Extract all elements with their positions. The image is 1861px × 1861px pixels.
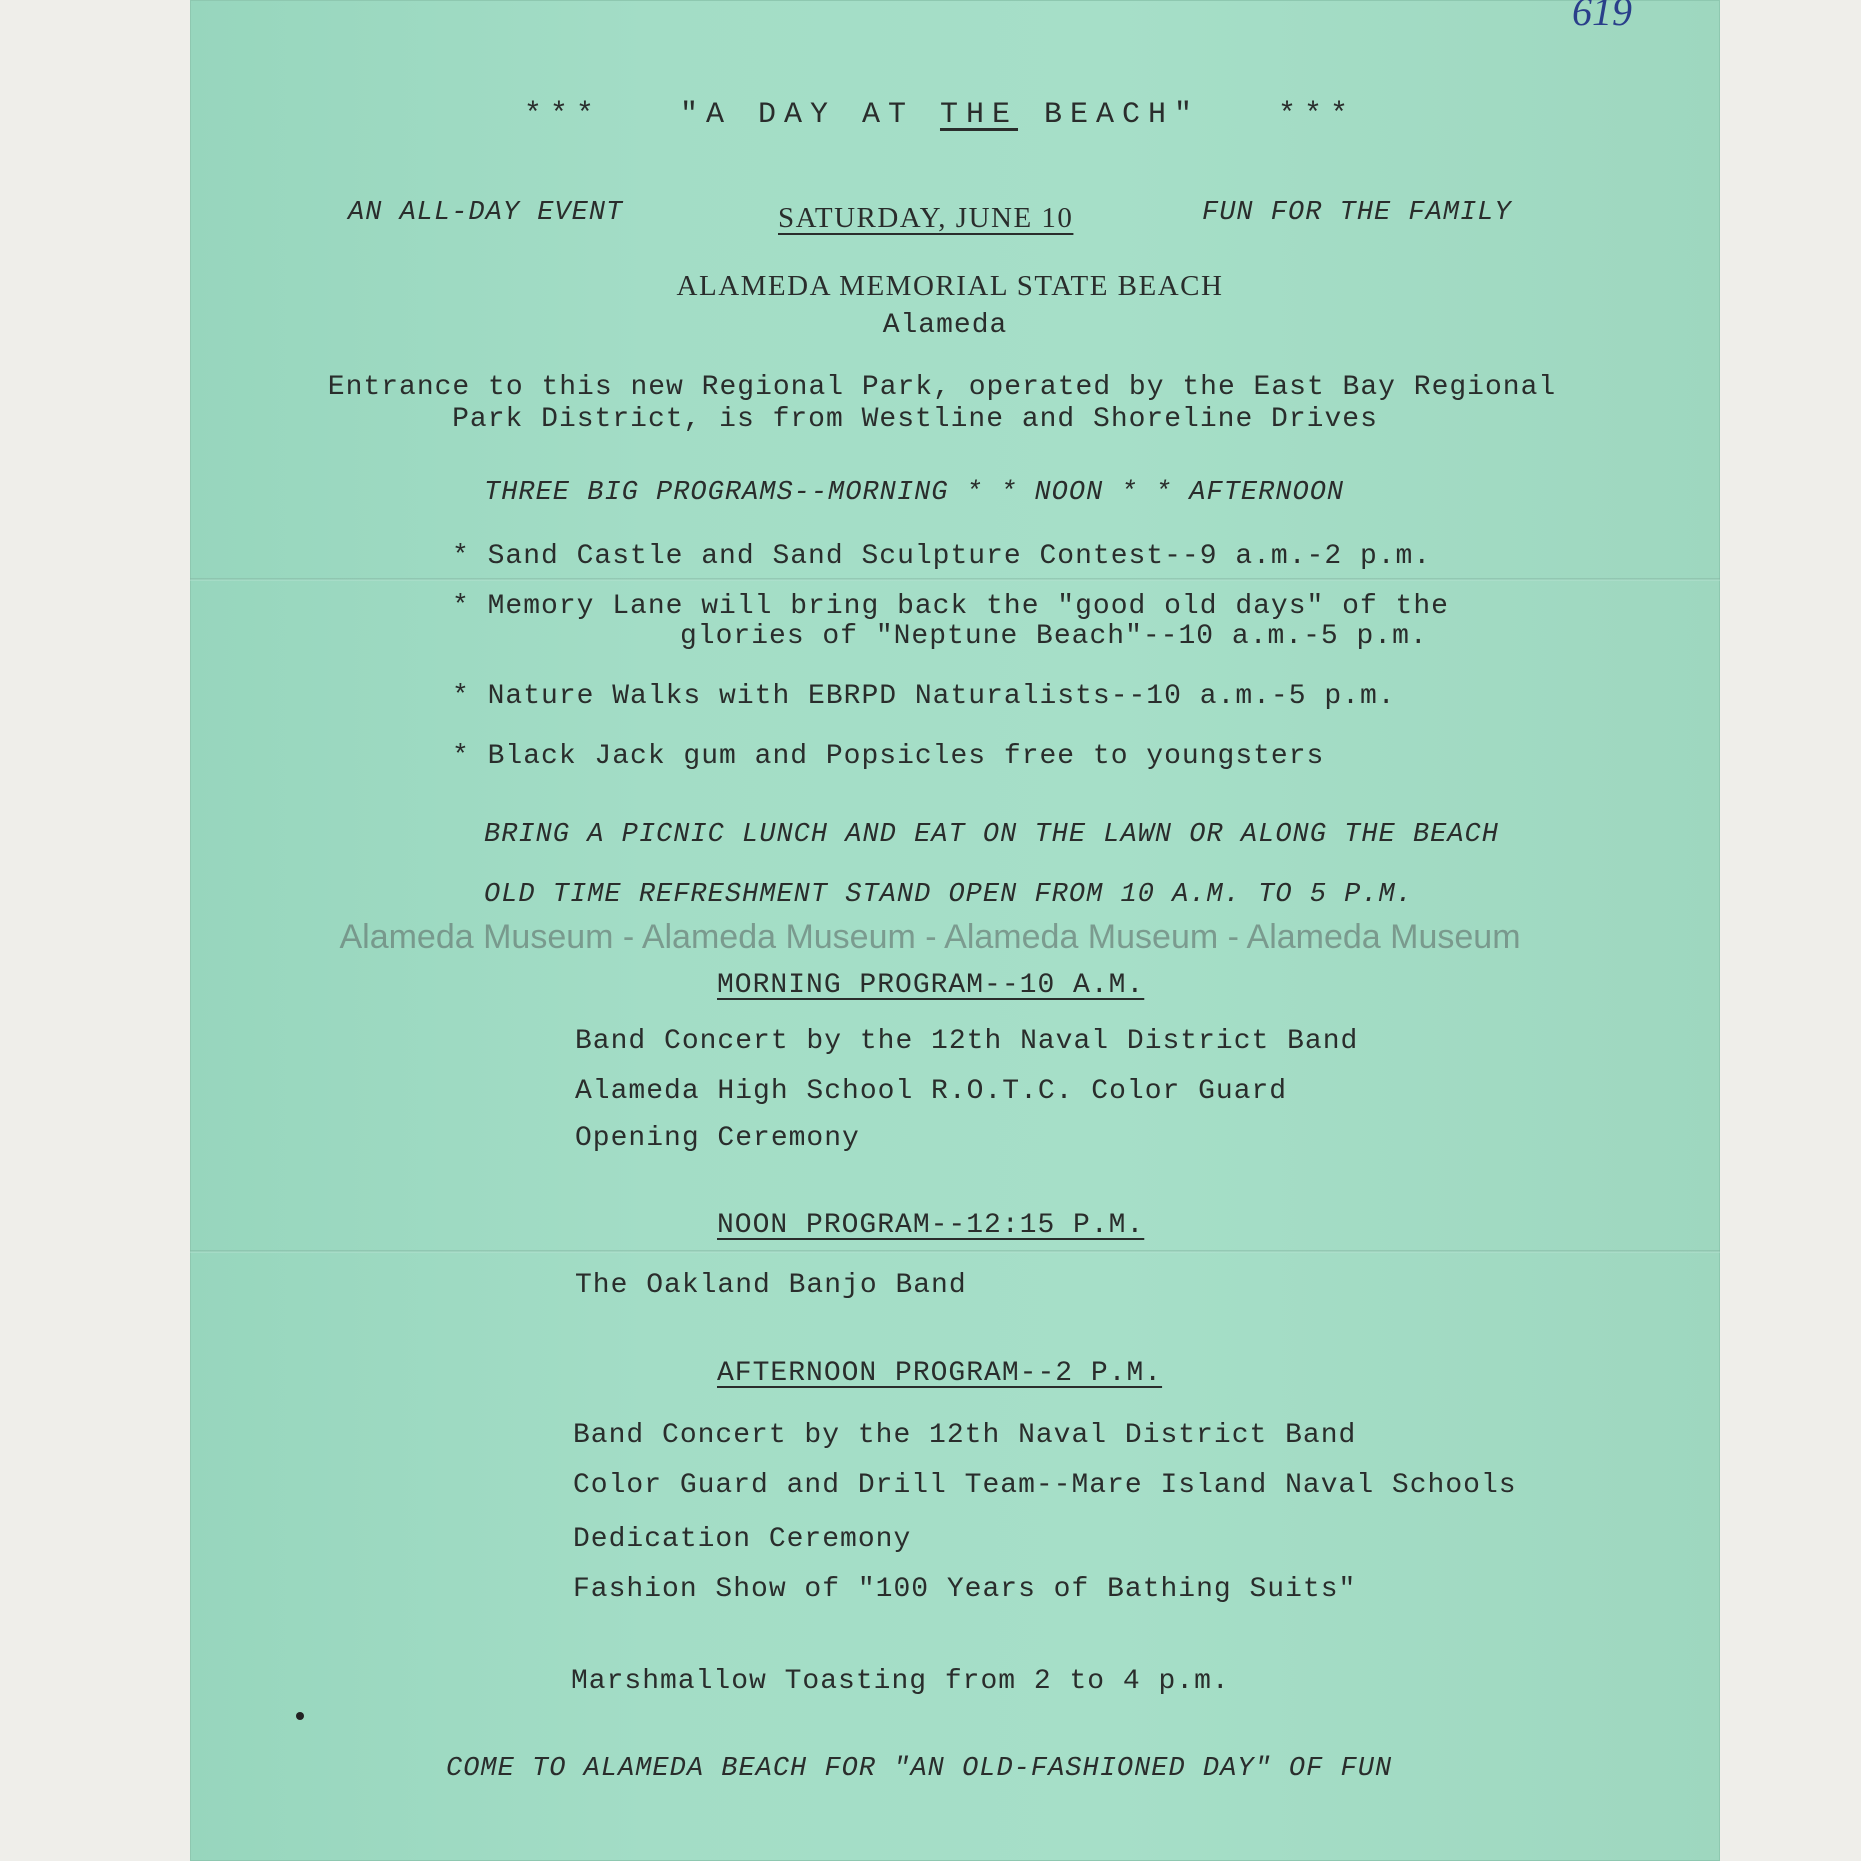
subheader-left: AN ALL-DAY EVENT bbox=[348, 198, 624, 228]
afternoon-item: Fashion Show of "100 Years of Bathing Suits" bbox=[573, 1574, 1357, 1605]
afternoon-item: Dedication Ceremony bbox=[573, 1524, 912, 1555]
highlight-nature-walks: * Nature Walks with EBRPD Naturalists--10 a.m.-5 p.m. bbox=[452, 681, 1396, 712]
paper-fold bbox=[190, 1250, 1720, 1253]
marshmallow-note: Marshmallow Toasting from 2 to 4 p.m. bbox=[571, 1666, 1230, 1697]
paper-fold bbox=[190, 578, 1720, 581]
museum-watermark: Alameda Museum - Alameda Museum - Alameda Museum - Alameda Museum bbox=[339, 918, 1521, 956]
entrance-line-1: Entrance to this new Regional Park, operated by the East Bay Regional bbox=[327, 372, 1557, 403]
picnic-note: BRING A PICNIC LUNCH AND EAT ON THE LAWN OR ALONG THE BEACH bbox=[484, 820, 1499, 850]
noon-heading: NOON PROGRAM--12:15 P.M. bbox=[717, 1210, 1145, 1241]
title-underlined-word: THE bbox=[939, 98, 1019, 132]
entrance-line-2: Park District, is from Westline and Shoreline Drives bbox=[452, 404, 1378, 435]
event-date: SATURDAY, JUNE 10 bbox=[778, 202, 1074, 234]
morning-item: Opening Ceremony bbox=[575, 1123, 860, 1154]
afternoon-item: Color Guard and Drill Team--Mare Island Naval Schools bbox=[573, 1470, 1517, 1501]
morning-item: Band Concert by the 12th Naval District Band bbox=[575, 1026, 1359, 1057]
highlight-black-jack: * Black Jack gum and Popsicles free to youngsters bbox=[452, 741, 1325, 772]
closing-line: COME TO ALAMEDA BEACH FOR "AN OLD-FASHIONED DAY" OF FUN bbox=[446, 1754, 1393, 1784]
flyer-title bbox=[524, 98, 1356, 132]
highlight-memory-lane-cont: glories of "Neptune Beach"--10 a.m.-5 p.m. bbox=[680, 621, 1428, 652]
title-left-stars: *** bbox=[523, 98, 602, 132]
morning-item: Alameda High School R.O.T.C. Color Guard bbox=[575, 1076, 1288, 1107]
highlight-memory-lane: * Memory Lane will bring back the "good old days" of the bbox=[452, 591, 1449, 622]
subheader-right: FUN FOR THE FAMILY bbox=[1202, 198, 1512, 228]
venue-city: Alameda bbox=[882, 310, 1008, 341]
venue-name: ALAMEDA MEMORIAL STATE BEACH bbox=[676, 270, 1224, 302]
afternoon-heading: AFTERNOON PROGRAM--2 P.M. bbox=[717, 1358, 1163, 1389]
handwritten-number: 619 bbox=[1572, 0, 1632, 34]
title-post: BEACH" bbox=[1018, 98, 1201, 132]
highlight-sand-castle: * Sand Castle and Sand Sculpture Contest--9 a.m.-2 p.m. bbox=[452, 541, 1432, 572]
programs-heading: THREE BIG PROGRAMS--MORNING * * NOON * * AFTERNOON bbox=[484, 478, 1345, 508]
morning-heading: MORNING PROGRAM--10 A.M. bbox=[717, 970, 1145, 1001]
title-pre: "A DAY AT bbox=[679, 98, 940, 132]
refreshment-note: OLD TIME REFRESHMENT STAND OPEN FROM 10 A.M. TO 5 P.M. bbox=[484, 880, 1413, 910]
noon-item: The Oakland Banjo Band bbox=[575, 1270, 967, 1301]
ink-dot bbox=[296, 1712, 304, 1720]
afternoon-item: Band Concert by the 12th Naval District Band bbox=[573, 1420, 1357, 1451]
title-right-stars: *** bbox=[1278, 98, 1357, 132]
